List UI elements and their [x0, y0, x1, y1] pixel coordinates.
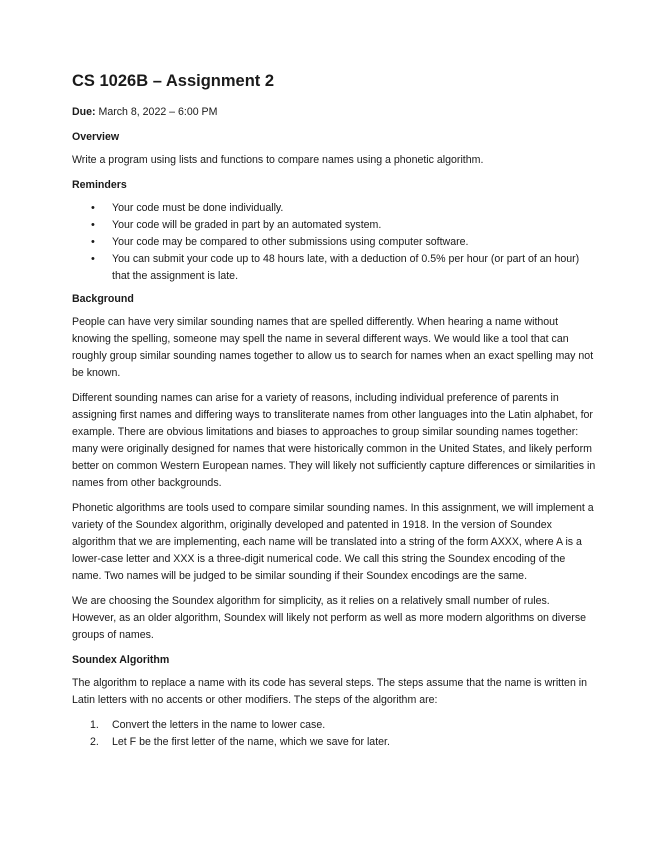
- soundex-heading: Soundex Algorithm: [72, 654, 170, 666]
- step-text: Let F be the first letter of the name, which we save for later.: [112, 736, 390, 748]
- due-value: March 8, 2022 – 6:00 PM: [98, 106, 218, 118]
- soundex-steps-list: [72, 717, 596, 751]
- list-item-text: Your code will be graded in part by an automated system.: [112, 219, 382, 231]
- reminders-list: [72, 200, 596, 285]
- list-item-text: Your code must be done individually.: [112, 202, 284, 214]
- list-item: [91, 200, 596, 217]
- bullet-icon: •: [91, 253, 95, 265]
- overview-heading: Overview: [72, 131, 120, 143]
- list-item: [90, 717, 596, 734]
- step-text: Convert the letters in the name to lower case.: [112, 719, 326, 731]
- overview-text: Write a program using lists and functions to compare names using a phonetic algorithm.: [72, 154, 484, 166]
- background-heading: Background: [72, 293, 134, 305]
- background-paragraph-2: Different sounding names can arise for a variety of reasons, including individual preference of parents in assigning first names and differing ways to transliterate names from other languages into the Latin alphabet, for example. There are obvious limitations and biases to approaches to group similar sounding names together: many were originally designed for names that were historically common in the United States, and likely perform better on common Western European names. They will likely not sufficiently capture differences or similarities in names from other backgrounds.: [72, 392, 596, 489]
- list-item: [90, 734, 596, 751]
- page-title: CS 1026B – Assignment 2: [72, 72, 275, 90]
- step-number: 2.: [90, 736, 99, 748]
- due-line: [72, 104, 596, 121]
- list-item: [91, 234, 596, 251]
- background-paragraph-3: Phonetic algorithms are tools used to compare similar sounding names. In this assignment, we will implement a variety of the Soundex algorithm, originally developed and patented in 1918. In the version of Soundex algorithm that we are implementing, each name will be translated into a string of the form AXXX, where A is a lower-case letter and XXX is a three-digit numerical code. We call this string the Soundex encoding of the name. Two names will be judged to be similar sounding if their Soundex encodings are the same.: [72, 502, 594, 582]
- bullet-icon: •: [91, 219, 95, 231]
- list-item-text: You can submit your code up to 48 hours late, with a deduction of 0.5% per hour (or part of an hour) that the assignment is late.: [112, 253, 580, 282]
- step-number: 1.: [90, 719, 99, 731]
- background-paragraph-4: We are choosing the Soundex algorithm for simplicity, as it relies on a relatively small number of rules. However, as an older algorithm, Soundex will likely not perform as well as more modern algorithms on diverse groups of names.: [72, 595, 587, 641]
- soundex-intro: The algorithm to replace a name with its code has several steps. The steps assume that the name is written in Latin letters with no accents or other modifiers. The steps of the algorithm are:: [72, 677, 588, 706]
- background-paragraph-1: People can have very similar sounding names that are spelled differently. When hearing a name without knowing the spelling, someone may spell the name in several different ways. We would like a tool that can roughly group similar sounding names together to allow us to search for names when an exact spelling may not be known.: [72, 316, 594, 379]
- document-content: [72, 70, 596, 751]
- bullet-icon: •: [91, 236, 95, 248]
- bullet-icon: •: [91, 202, 95, 214]
- reminders-heading: Reminders: [72, 179, 127, 191]
- list-item: [91, 217, 596, 234]
- list-item-text: Your code may be compared to other submissions using computer software.: [112, 236, 469, 248]
- list-item: [91, 251, 596, 285]
- due-label: Due:: [72, 106, 96, 118]
